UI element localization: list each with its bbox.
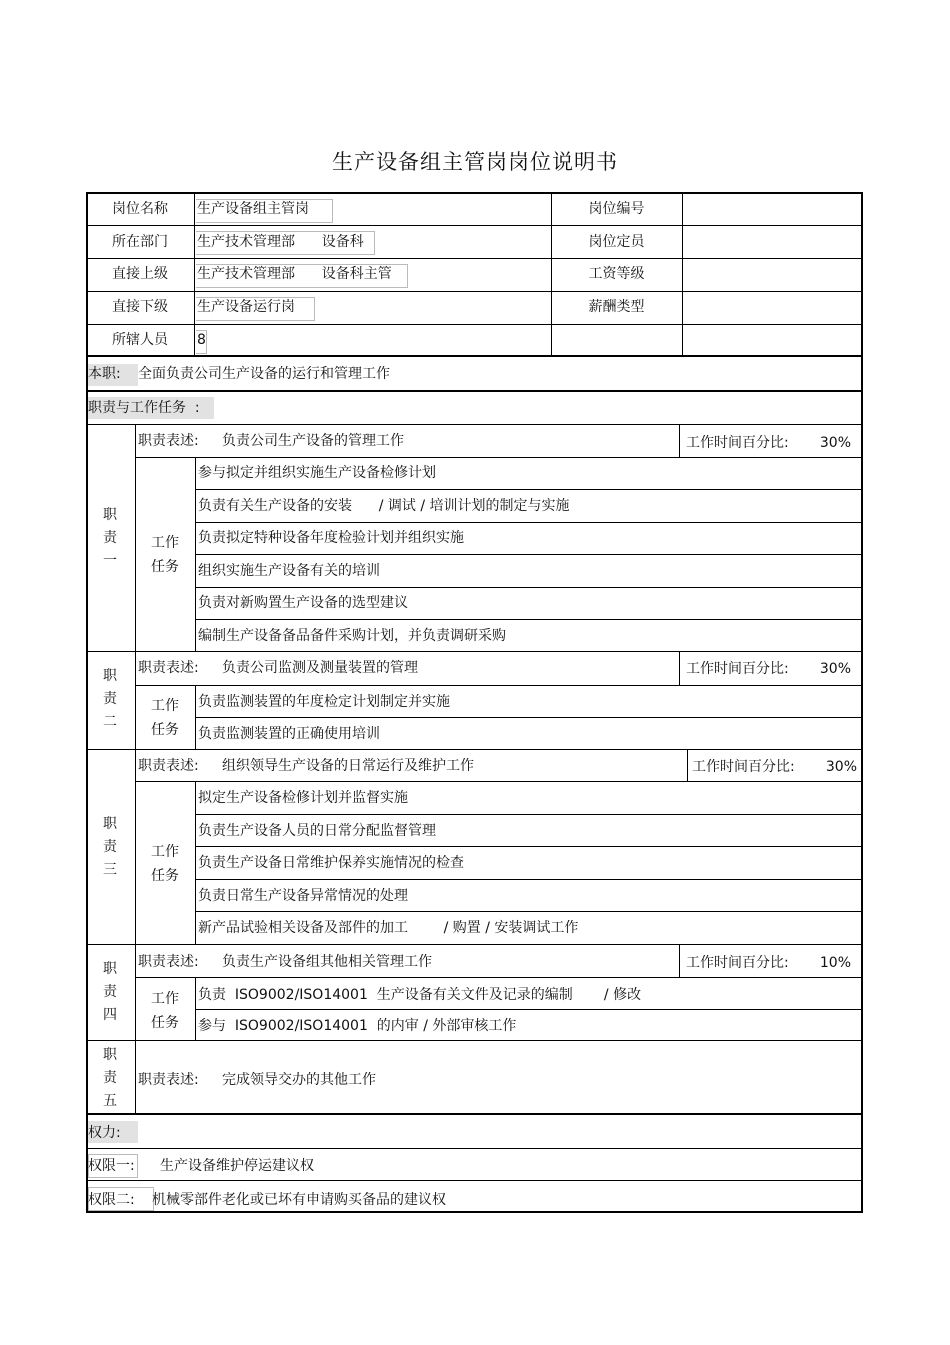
- grid-line: [86, 324, 863, 325]
- work-time-label: 工作时间百分比:: [686, 955, 789, 971]
- grid-line: [195, 717, 863, 718]
- value-staff-count: 8: [197, 332, 206, 348]
- grid-line: [195, 489, 863, 490]
- label-position-number: 岗位编号: [588, 201, 645, 217]
- task-label: 工作 任务: [151, 991, 179, 1031]
- task-item: 负责生产设备日常维护保养实施情况的检查: [198, 855, 464, 871]
- task-item: 参与 ISO9002/ISO14001 的内审 / 外部审核工作: [198, 1018, 517, 1034]
- authority-1-label: 权限一:: [88, 1158, 135, 1174]
- grid-line: [679, 651, 680, 685]
- duty-5-title: 职 责 五: [103, 1047, 117, 1109]
- task-item: 负责 ISO9002/ISO14001 生产设备有关文件及记录的编制 / 修改: [198, 987, 642, 1003]
- grid-line: [86, 651, 863, 652]
- value-department: 生产技术管理部 设备科: [197, 234, 364, 250]
- grid-line: [86, 944, 863, 945]
- grid-line: [135, 781, 863, 782]
- duty-5-description: 完成领导交办的其他工作: [222, 1072, 376, 1088]
- authority-header: 权力:: [88, 1125, 121, 1141]
- label-position-name: 岗位名称: [112, 201, 168, 217]
- duty-3-description: 组织领导生产设备的日常运行及维护工作: [222, 758, 474, 774]
- grid-line: [135, 685, 863, 686]
- grid-line: [135, 977, 863, 978]
- duty-label: 职责表述:: [138, 758, 199, 774]
- task-item: 编制生产设备备品备件采购计划，并负责调研采购: [198, 628, 506, 644]
- grid-line: [687, 749, 688, 781]
- grid-line: [195, 522, 863, 523]
- grid-line: [86, 1113, 863, 1115]
- grid-line: [195, 846, 863, 847]
- grid-line: [195, 1009, 863, 1010]
- work-time-label: 工作时间百分比:: [686, 435, 789, 451]
- duty-1-title: 职 责 一: [103, 507, 117, 569]
- grid-line: [86, 225, 863, 226]
- grid-line: [195, 587, 863, 588]
- duty-4-title: 职 责 四: [103, 961, 117, 1023]
- duty-2-title: 职 责 二: [103, 668, 117, 730]
- label-headcount: 岗位定员: [588, 234, 645, 250]
- grid-line: [195, 814, 863, 815]
- grid-line: [195, 879, 863, 880]
- work-time-label: 工作时间百分比:: [686, 661, 789, 677]
- label-salary-grade: 工资等级: [588, 266, 645, 282]
- grid-line: [679, 944, 680, 977]
- work-time-label: 工作时间百分比:: [692, 759, 795, 775]
- grid-line: [86, 1148, 863, 1149]
- task-item: 组织实施生产设备有关的培训: [198, 563, 380, 579]
- duty-label: 职责表述:: [138, 433, 199, 449]
- value-direct-subordinate: 生产设备运行岗: [197, 299, 295, 315]
- grid-line: [195, 554, 863, 555]
- label-direct-superior: 直接上级: [112, 266, 168, 282]
- authority-1-text: 生产设备维护停运建议权: [160, 1158, 314, 1174]
- grid-line: [679, 424, 680, 457]
- grid-line: [86, 749, 863, 750]
- task-item: 负责有关生产设备的安装 / 调试 / 培训计划的制定与实施: [198, 498, 570, 514]
- duty-2-percent: 30%: [819, 661, 851, 677]
- grid-line: [194, 192, 195, 356]
- grid-line: [86, 258, 863, 259]
- duty-4-percent: 10%: [819, 955, 851, 971]
- duty-1-description: 负责公司生产设备的管理工作: [222, 433, 404, 449]
- authority-2-label: 权限二:: [88, 1192, 135, 1208]
- duty-3-title: 职 责 三: [103, 816, 117, 878]
- duty-4-description: 负责生产设备组其他相关管理工作: [222, 954, 432, 970]
- task-label: 工作 任务: [151, 844, 179, 884]
- grid-line: [86, 355, 863, 357]
- label-pay-type: 薪酬类型: [588, 299, 645, 315]
- label-main-duty: 本职:: [88, 366, 121, 382]
- duty-label: 职责表述:: [138, 1072, 199, 1088]
- task-item: 负责对新购置生产设备的选型建议: [198, 595, 408, 611]
- duty-2-description: 负责公司监测及测量装置的管理: [222, 660, 418, 676]
- task-label: 工作 任务: [151, 698, 179, 738]
- label-direct-subordinate: 直接下级: [112, 299, 168, 315]
- duty-1-percent: 30%: [819, 435, 851, 451]
- task-item: 负责监测装置的年度检定计划制定并实施: [198, 694, 450, 710]
- task-item: 负责日常生产设备异常情况的处理: [198, 888, 408, 904]
- duties-section-header: 职责与工作任务 :: [88, 400, 200, 416]
- task-item: 新产品试验相关设备及部件的加工 / 购置 / 安装调试工作: [198, 920, 579, 936]
- value-direct-superior: 生产技术管理部 设备科主管: [197, 266, 392, 282]
- value-position-name: 生产设备组主管岗: [197, 201, 309, 217]
- label-staff-count: 所辖人员: [112, 332, 168, 348]
- task-item: 参与拟定并组织实施生产设备检修计划: [198, 465, 436, 481]
- grid-line: [86, 424, 863, 425]
- task-label: 工作 任务: [151, 535, 179, 575]
- grid-line: [195, 781, 196, 944]
- document-title: 生产设备组主管岗岗位说明书: [332, 150, 618, 174]
- main-duty-text: 全面负责公司生产设备的运行和管理工作: [138, 366, 390, 382]
- grid-line: [86, 390, 863, 392]
- grid-line: [86, 291, 863, 292]
- task-item: 负责生产设备人员的日常分配监督管理: [198, 823, 436, 839]
- task-item: 负责监测装置的正确使用培训: [198, 726, 380, 742]
- grid-line: [135, 457, 863, 458]
- grid-line: [195, 911, 863, 912]
- duty-label: 职责表述:: [138, 954, 199, 970]
- authority-2-text: 机械零部件老化或已坏有申请购买备品的建议权: [152, 1192, 446, 1208]
- duty-label: 职责表述:: [138, 660, 199, 676]
- task-item: 拟定生产设备检修计划并监督实施: [198, 790, 408, 806]
- task-item: 负责拟定特种设备年度检验计划并组织实施: [198, 530, 464, 546]
- grid-line: [195, 619, 863, 620]
- grid-line: [682, 192, 683, 356]
- label-department: 所在部门: [112, 234, 168, 250]
- grid-line: [86, 1040, 863, 1041]
- duty-3-percent: 30%: [825, 759, 857, 775]
- grid-line: [86, 1180, 863, 1181]
